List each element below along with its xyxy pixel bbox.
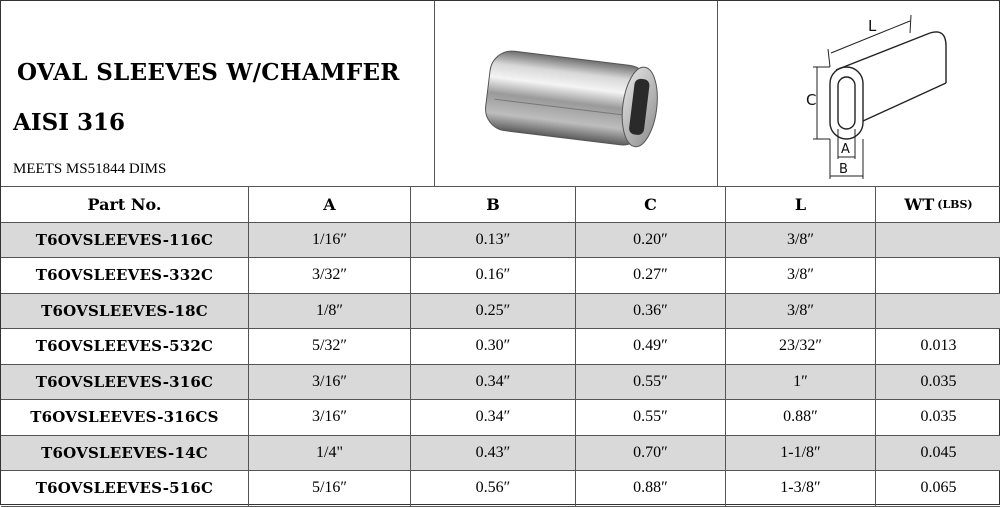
cell-a: 1/4": [249, 436, 411, 471]
cell-c: 0.27″: [576, 258, 726, 293]
cell-c: 0.49″: [576, 329, 726, 364]
cell-b: 0.34″: [411, 365, 576, 400]
cell-part-no: T6OVSLEEVES-18C: [1, 294, 249, 329]
title-panel: [1, 1, 435, 187]
cell-wt: 0.065: [920, 479, 957, 497]
table-row: [1, 223, 1000, 259]
cell-l: 23/32″: [726, 329, 876, 364]
cell-c: 0.70″: [576, 436, 726, 471]
col-header-part-no: Part No.: [1, 187, 249, 222]
table-row: [1, 258, 1000, 294]
table-header-row: [1, 187, 1000, 223]
diagram-label-b: B: [839, 162, 848, 177]
diagram-label-l: L: [868, 17, 877, 35]
cell-b: 0.13″: [411, 223, 576, 258]
cell-part-no: T6OVSLEEVES-516C: [1, 471, 249, 506]
col-header-wt: [876, 187, 1000, 222]
cell-c: 0.88″: [576, 471, 726, 506]
diagram-label-a: A: [841, 142, 850, 157]
cell-b: 0.34″: [411, 400, 576, 435]
cell-part-no: T6OVSLEEVES-332C: [1, 258, 249, 293]
material-grade: AISI 316: [13, 109, 125, 136]
cell-l: 1-3/8″: [726, 471, 876, 506]
cell-a: 3/16″: [249, 365, 411, 400]
cell-a: 1/8″: [249, 294, 411, 329]
diagram-label-c: C: [806, 91, 817, 109]
cell-l: 3/8″: [726, 294, 876, 329]
cell-b: 0.25″: [411, 294, 576, 329]
cell-part-no: T6OVSLEEVES-532C: [1, 329, 249, 364]
cell-part-no: T6OVSLEEVES-14C: [1, 436, 249, 471]
cell-b: 0.43″: [411, 436, 576, 471]
cell-wt: [876, 223, 1000, 258]
cell-a: 3/16″: [249, 400, 411, 435]
cell-a: 3/32″: [249, 258, 411, 293]
cell-part-no: T6OVSLEEVES-116C: [1, 223, 249, 258]
cell-wt: [876, 294, 1000, 329]
cell-wt: 0.045: [920, 443, 957, 461]
table-row: [1, 436, 1000, 472]
col-header-c: C: [576, 187, 726, 222]
cell-a: 5/32″: [249, 329, 411, 364]
cell-b: 0.30″: [411, 329, 576, 364]
col-header-wt-unit: (LBS): [937, 197, 973, 211]
cell-b: 0.56″: [411, 471, 576, 506]
cell-b: 0.16″: [411, 258, 576, 293]
cell-wt: 0.013: [920, 337, 957, 355]
cell-c: 0.20″: [576, 223, 726, 258]
table-row: [1, 294, 1000, 330]
sleeve-photo: [435, 1, 718, 187]
table-row: [1, 400, 1000, 436]
header-band: [1, 1, 1000, 187]
cell-part-no: T6OVSLEEVES-316CS: [1, 400, 249, 435]
cell-l: 1-1/8″: [726, 436, 876, 471]
cell-l: 3/8″: [726, 258, 876, 293]
cell-wt: 0.035: [920, 408, 957, 426]
product-photo-panel: [435, 1, 718, 187]
dimension-diagram-panel: [718, 1, 1000, 187]
cell-c: 0.55″: [576, 400, 726, 435]
cell-l: 3/8″: [726, 223, 876, 258]
cell-a: 1/16″: [249, 223, 411, 258]
col-header-b: B: [411, 187, 576, 222]
cell-c: 0.36″: [576, 294, 726, 329]
cell-wt: [876, 258, 1000, 293]
col-header-wt-label: WT: [904, 194, 935, 214]
cell-part-no: T6OVSLEEVES-316C: [1, 365, 249, 400]
col-header-l: L: [726, 187, 876, 222]
table-row: [1, 365, 1000, 401]
cell-a: 5/16″: [249, 471, 411, 506]
cell-wt: 0.035: [920, 372, 957, 390]
product-title: OVAL SLEEVES W/CHAMFER: [17, 59, 400, 86]
dimension-diagram: [718, 1, 1000, 187]
cell-l: 0.88″: [726, 400, 876, 435]
cell-c: 0.55″: [576, 365, 726, 400]
col-header-a: A: [249, 187, 411, 222]
table-row: [1, 471, 1000, 507]
spec-note: MEETS MS51844 DIMS: [13, 161, 167, 177]
cell-l: 1″: [726, 365, 876, 400]
table-row: [1, 329, 1000, 365]
